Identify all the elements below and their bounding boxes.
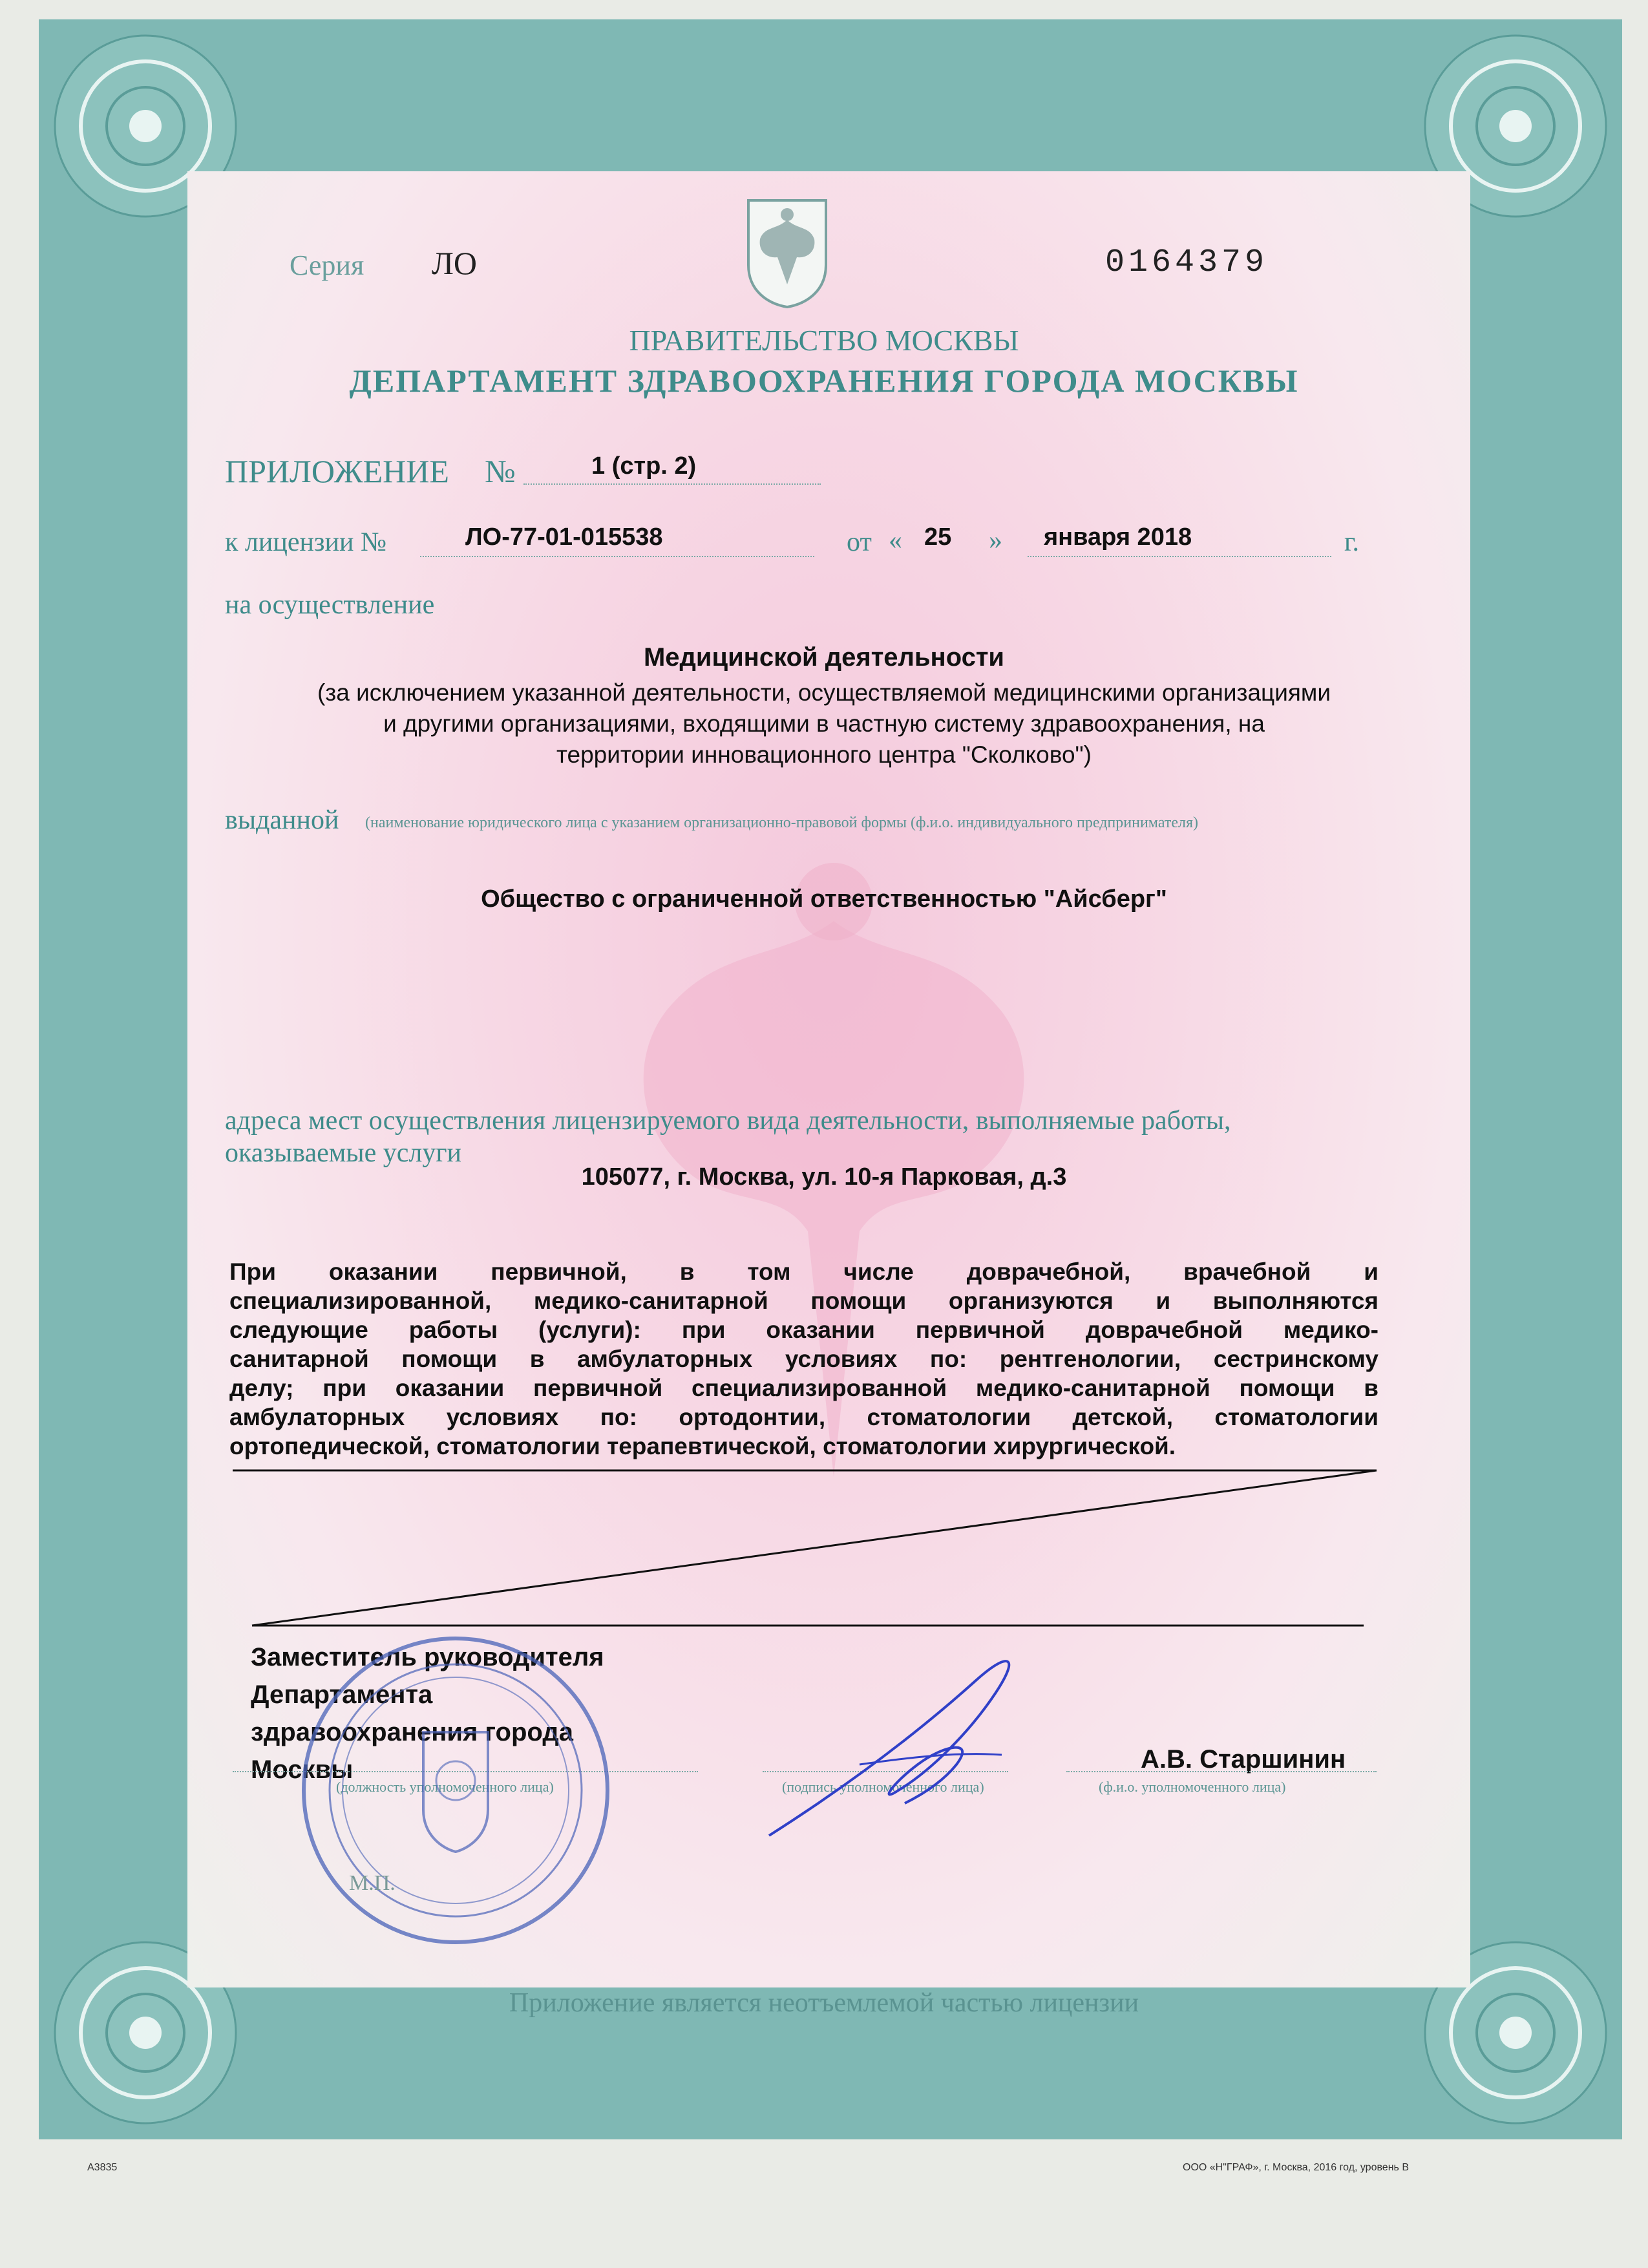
works-line: санитарной помощи в амбулаторных условиях по: рентгенологии, сестринскому xyxy=(229,1346,1379,1372)
license-date-underline xyxy=(1028,556,1331,557)
address-label-line2: оказываемые услуги xyxy=(225,1138,462,1168)
handwritten-signature-icon xyxy=(763,1642,1047,1861)
works-line: При оказании первичной, в том числе доврачебной, врачебной и xyxy=(229,1258,1379,1285)
signatory-position-line: здравоохранения города xyxy=(251,1718,573,1746)
signatory-name: А.В. Старшинин xyxy=(1141,1745,1346,1774)
appendix-underline xyxy=(523,483,821,485)
works-last-line: ортопедической, стоматологии терапевтической, стоматологии хирургической. xyxy=(229,1433,1176,1459)
appendix-value: 1 (стр. 2) xyxy=(591,452,697,480)
works-line: амбулаторных условиях по: ортодонтии, стоматологии детской, стоматологии xyxy=(229,1404,1379,1430)
activity-details-line: (за исключением указанной деятельности, осуществляемой медицинскими организациями xyxy=(317,679,1331,706)
license-number-underline xyxy=(420,556,814,557)
license-number: ЛО-77-01-015538 xyxy=(465,524,663,551)
activity-details-line: территории инновационного центра "Сколково") xyxy=(556,741,1092,768)
license-from-label: от xyxy=(847,527,872,557)
quote-close: » xyxy=(989,525,1002,555)
signatory-position-line: Москвы xyxy=(251,1755,354,1784)
quote-open: « xyxy=(889,525,902,555)
works-text xyxy=(229,1257,1379,1461)
address-value: 105077, г. Москва, ул. 10-я Парковая, д.3 xyxy=(581,1163,1067,1191)
signatory-position-line: Департамента xyxy=(251,1680,433,1709)
issued-caption: (наименование юридического лица с указанием организационно-правовой формы (ф.и.о. индивидуального предпринимателя) xyxy=(365,814,1198,831)
activity-label: на осуществление xyxy=(225,590,435,620)
issued-label: выданной xyxy=(225,805,339,835)
name-underline xyxy=(1066,1771,1377,1772)
footer-note: Приложение является неотъемлемой частью лицензии xyxy=(509,1988,1139,2018)
caption-signature: (подпись уполномоченного лица) xyxy=(782,1779,984,1795)
works-line: специализированной, медико-санитарной помощи организуются и выполняются xyxy=(229,1288,1379,1314)
licensee-name: Общество с ограниченной ответственностью "Айсберг" xyxy=(481,885,1167,913)
printer-info: ООО «Н"ГРАФ», г. Москва, 2016 год, уровень В xyxy=(1183,2162,1409,2173)
activity-title: Медицинской деятельности xyxy=(643,643,1005,672)
stamp-place-label: М.П. xyxy=(349,1871,396,1895)
license-year-suffix: г. xyxy=(1344,527,1359,557)
caption-position: (должность уполномоченного лица) xyxy=(336,1779,554,1795)
series-value: ЛО xyxy=(432,245,478,281)
works-line: делу; при оказании первичной специализированной медико-санитарной помощи в xyxy=(229,1375,1379,1401)
caption-name: (ф.и.о. уполномоченного лица) xyxy=(1099,1779,1286,1795)
document-number: 0164379 xyxy=(1105,244,1269,281)
activity-details-line: и другими организациями, входящими в частную систему здравоохранения, на xyxy=(383,710,1265,737)
form-code: А3835 xyxy=(87,2162,118,2173)
license-day: 25 xyxy=(924,524,952,551)
signatory-position-line: Заместитель руководителя xyxy=(251,1643,604,1671)
series-label: Серия xyxy=(290,249,364,281)
activity-details xyxy=(0,677,1648,770)
license-month-year: января 2018 xyxy=(1044,524,1192,551)
government-title: ПРАВИТЕЛЬСТВО МОСКВЫ xyxy=(629,324,1019,357)
department-title: ДЕПАРТАМЕНТ ЗДРАВООХРАНЕНИЯ ГОРОДА МОСКВЫ xyxy=(349,363,1299,399)
coat-of-arms-icon xyxy=(742,194,832,310)
address-label-line1: адреса мест осуществления лицензируемого вида деятельности, выполняемые работы, xyxy=(225,1106,1231,1136)
appendix-label: ПРИЛОЖЕНИЕ xyxy=(225,453,449,489)
official-stamp-icon xyxy=(294,1629,617,1952)
works-line: следующие работы (услуги): при оказании первичной доврачебной медико- xyxy=(229,1317,1379,1343)
appendix-no-sign: № xyxy=(485,453,516,489)
license-label: к лицензии № xyxy=(225,527,387,557)
